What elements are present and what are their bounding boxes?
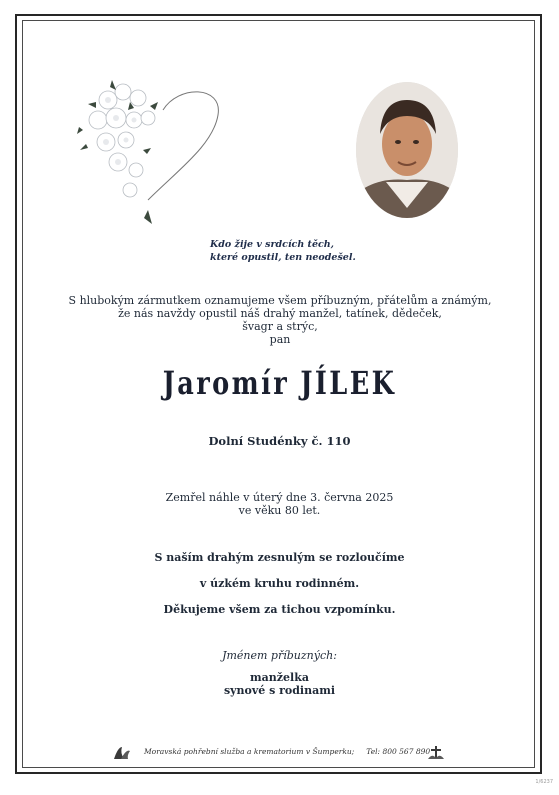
footer — [0, 745, 559, 759]
death-info-line: Zemřel náhle v úterý dne 3. června 2025 — [165, 491, 394, 504]
farewell-line: Děkujeme všem za tichou vzpomínku. — [163, 603, 396, 616]
flower-heart-ornament-icon — [68, 70, 228, 230]
motto-line: které opustil, ten neodešel. — [210, 252, 356, 263]
motto-line: Kdo žije v srdcích těch, — [210, 239, 334, 250]
cross-flower-icon — [427, 745, 445, 761]
motto — [210, 238, 356, 264]
mourner-name: manželka — [250, 671, 309, 684]
death-info — [0, 491, 559, 517]
announcement-text — [60, 294, 500, 346]
announcement-line: pan — [269, 333, 291, 346]
funeral-logo-icon — [112, 745, 132, 761]
mourner-name: synové s rodinami — [223, 684, 336, 697]
announcement-line: švagr a strýc, — [242, 320, 318, 333]
deceased-address: Dolní Studénky č. 110 — [208, 434, 351, 448]
footer-company: Moravská pohřební služba a krematorium v Šumperku; — [144, 747, 355, 756]
farewell-line: S naším drahým zesnulým se rozloučíme — [154, 551, 405, 564]
footer-phone: Tel: 800 567 890 — [366, 747, 431, 756]
document-code: 1/6237 — [535, 779, 553, 785]
deceased-name: Jaromír JÍLEK — [162, 364, 397, 402]
announcement-line: že nás navždy opustil náš drahý manžel, tatínek, dědeček, — [118, 307, 442, 320]
death-info-line: ve věku 80 let. — [238, 504, 321, 517]
farewell-line: v úzkém kruhu rodinném. — [199, 577, 360, 590]
mourners-label: Jménem příbuzných: — [222, 649, 337, 662]
portrait-photo — [356, 82, 458, 218]
portrait-silhouette-icon — [356, 82, 458, 218]
mourners-list — [0, 671, 559, 697]
farewell-text — [0, 551, 559, 629]
announcement-line: S hlubokým zármutkem oznamujeme všem příbuzným, přátelům a známým, — [68, 294, 492, 307]
